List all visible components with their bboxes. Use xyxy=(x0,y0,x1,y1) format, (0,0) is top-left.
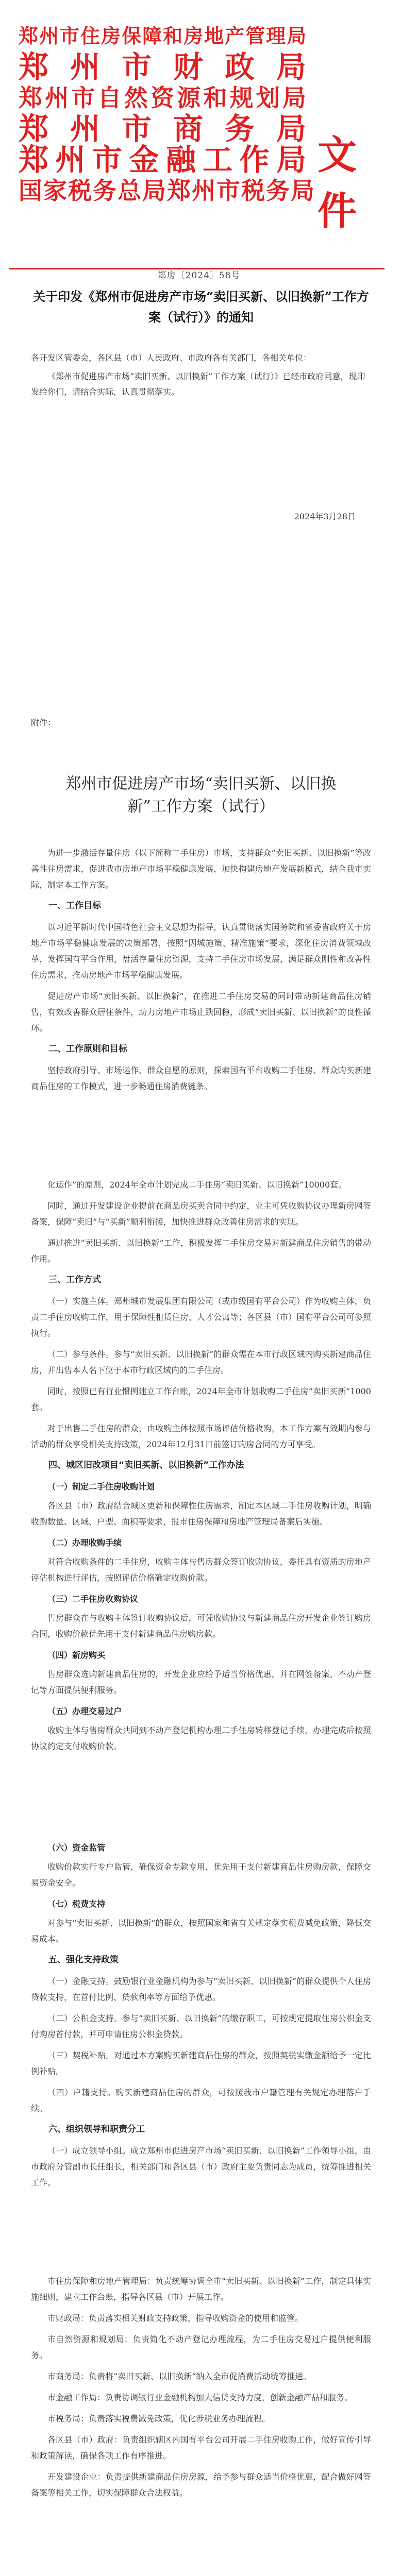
issuer-char: 规 xyxy=(229,84,255,112)
issuer-char: 局 xyxy=(282,84,307,112)
issuer-char: 商 xyxy=(173,111,204,146)
subsection-heading: （七）税费支持 xyxy=(47,1899,106,1909)
paragraph: 市自然资源和规划局：负责简化不动产登记办理流程，为二手住房交易过户提供便利服务。 xyxy=(31,2334,371,2360)
page-gap xyxy=(31,1759,371,1837)
red-header xyxy=(19,21,379,281)
issuer-char: 管 xyxy=(245,24,266,47)
issuer-char: 住 xyxy=(80,24,102,47)
subsection-heading: （五）办理交易过户 xyxy=(47,1706,122,1716)
paragraph: 收购主体与售房群众共同到不动产登记机构办理二手住房转移登记手续，办理完成后按照协议约定支付收购价款。 xyxy=(31,1725,371,1751)
paragraph: （一）成立领导小组。成立郑州市促进房产市场“卖旧买新、以旧换新”工作领导小组，由市政府分管副市长任组长，相关部门和各区县（市）政府主要负责同志为成员，统筹推进相关工作。 xyxy=(31,2146,371,2188)
issuer-char: 和 xyxy=(163,24,184,47)
issuer-char: 融 xyxy=(165,142,197,177)
document-mark: 文件 xyxy=(318,132,359,234)
paragraph: （四）户籍支持。购买新建商品住房的群众，可按照我市户籍管理有关规定办理落户手续。 xyxy=(31,2088,371,2113)
issuer-char: 财 xyxy=(173,49,204,84)
issuer-char: 市 xyxy=(60,24,81,47)
paragraph: 各区县（市）政府：负责组织辖区内国有平台公司开展二手住房收购工作，做好宣传引导和政策解读，确保各项工作有序推进。 xyxy=(31,2435,371,2461)
issuer-char: 总 xyxy=(118,177,142,205)
section-heading: 一、工作目标 xyxy=(48,901,101,911)
issuer-line xyxy=(19,175,315,206)
subsection-heading: （四）新房购买 xyxy=(47,1650,106,1660)
issuer-char: 局 xyxy=(276,142,307,177)
issuer-char: 局 xyxy=(142,177,167,205)
paragraph: 对参与“卖旧买新、以旧换新”的群众，按照国家和省有关规定落实税费减免政策，降低交易成本。 xyxy=(31,1918,371,1944)
issuer-char: 家 xyxy=(43,177,68,205)
issuer-char: 州 xyxy=(39,24,60,47)
red-divider xyxy=(9,268,385,269)
issuer-char: 郑 xyxy=(19,111,50,146)
paragraph: 市财政局：负责落实相关财政支持政策，指导收购资金的使用和监管。 xyxy=(47,2313,304,2323)
issuer-char: 局 xyxy=(287,24,308,47)
notice-recipients: 各开发区管委会，各区县（市）人民政府、市政府各有关部门，各相关单位： xyxy=(31,353,312,363)
issuer-char: 理 xyxy=(266,24,287,47)
notice-text: 《郑州市促进房产市场“卖旧买新、以旧换新”工作方案（试行）》已经市政府同意，现印发给你们，请结合实际，认真贯彻落实。 xyxy=(31,371,365,397)
paragraph: 各区县（市）政府结合城区更新和保障性住房需求，制定本区域二手住房收购计划，明确收购数量、区域、户型、面积等要求，报市住房保障和房地产管理局备案后实施。 xyxy=(31,1501,371,1527)
paragraph: 同时，按照已有行业惯例建立工作台账，2024年全市计划收购二手住房“卖旧买新”1000套。 xyxy=(31,1386,371,1412)
section-heading: 三、工作方式 xyxy=(48,1275,101,1285)
issuer-char: 郑 xyxy=(19,49,50,84)
issuer-char: 国 xyxy=(19,177,43,205)
paragraph: （三）契税补贴。对通过本方案购买新建商品住房的群众，按照契税实缴金额给予一定比例补贴。 xyxy=(31,2050,371,2076)
document-number: 郑房〔2024〕58号 xyxy=(157,270,241,281)
issuer-char: 划 xyxy=(256,84,281,112)
issuer-char: 源 xyxy=(177,84,202,112)
paragraph: 售房群众选购新建商品住房的，开发企业应给予适当价格优惠，并在网签备案、不动产登记等方面提供便利服务。 xyxy=(31,1669,371,1695)
issuer-char: 市 xyxy=(216,177,241,205)
issuer-char: 资 xyxy=(150,84,175,112)
issuer-char: 保 xyxy=(122,24,143,47)
paragraph: （一）实施主体。郑州城市发展集团有限公司（或市级国有平台公司）作为收购主体，负责二手住房收购工作，用于保障性租赁住房、人才公寓等；各区县（市）国有平台公司可参照执行。 xyxy=(31,1296,371,1338)
issuer-char: 工 xyxy=(203,142,234,177)
section-heading: 五、强化支持政策 xyxy=(48,1955,119,1965)
page-gap xyxy=(31,2196,371,2273)
issuer-line xyxy=(19,113,307,144)
issuer-char: 州 xyxy=(70,49,101,84)
plan-title: 郑州市促进房产市场“卖旧买新、以旧换新”工作方案（试行） xyxy=(65,775,337,816)
paragraph: 市金融工作局：负责协调银行业金融机构加大信贷支持力度，创新金融产品和服务。 xyxy=(47,2393,353,2402)
subsection-heading: （一）制定二手住房收购计划 xyxy=(47,1482,155,1492)
section-heading: 六、组织领导和职责分工 xyxy=(48,2124,145,2134)
subsection-heading: （二）办理收购手续 xyxy=(47,1538,122,1548)
paragraph: 市住房保障和房地产管理局：负责统筹协调全市“卖旧买新、以旧换新”工作，制定具体实施细则，建立工作台账，指导各区县（市）开展工作。 xyxy=(31,2276,371,2302)
paragraph: （二）参与条件。参与“卖旧买新、以旧换新”的群众需在本市行政区域内购买新建商品住房，并出售本人名下位于本市行政区域内的二手住房。 xyxy=(31,1349,371,1375)
issuer-char: 郑 xyxy=(19,24,40,47)
issuer-char: 市 xyxy=(92,142,123,177)
issuer-char: 和 xyxy=(203,84,228,112)
paragraph: 售房群众在与收购主体签订收购协议后，可凭收购协议与新建商品住房开发企业签订购房合同，收购价款优先用于支付新建商品住房购房款。 xyxy=(31,1613,371,1639)
issuer-char: 局 xyxy=(276,111,307,146)
issuer-char: 务 xyxy=(93,177,118,205)
subsection-heading: （三）二手住房收购协议 xyxy=(47,1594,139,1604)
issuer-char: 州 xyxy=(70,111,101,146)
notice-date: 2024年3月28日 xyxy=(294,512,356,521)
paragraph: 化运作”的原则，2024年全市计划完成二手住房“卖旧买新、以旧换新”10000套。 xyxy=(47,1180,347,1190)
issuer-char: 地 xyxy=(204,24,225,47)
paragraph: 通过推进“卖旧买新、以旧换新”工作，积极发挥二手住房交易对新建商品住房销售的带动作用。 xyxy=(31,1238,371,1264)
paragraph: （二）公积金支持。参与“卖旧买新、以旧换新”的缴存职工，可按规定提取住房公积金支付购房首付款，并可申请住房公积金贷款。 xyxy=(31,2013,371,2039)
issuer-char: 产 xyxy=(225,24,246,47)
notice-body xyxy=(31,350,371,403)
plan-intro: 为进一步激活存量住房（以下简称二手住房）市场，支持群众“卖旧买新、以旧换新”等改善性住房需求，促进我市房地产市场平稳健康发展，加快构建房地产发展新模式，结合我市实际，制定本工作方案。 xyxy=(31,848,371,890)
paragraph: 对符合收购条件的二手住房，收购主体与售房群众签订收购协议，委托具有资质的房地产评估机构进行评估，按照评估价格确定收购价款。 xyxy=(31,1557,371,1583)
paragraph: 同时，通过开发建设企业提前在商品房买卖合同中约定，业主可凭收购协议办理新房网签备案，保障“卖旧”与“买新”顺利衔接，加快推进群众改善住房需求的实现。 xyxy=(31,1201,371,1227)
issuer-char: 房 xyxy=(101,24,122,47)
notice-title: 关于印发《郑州市促进房产市场“卖旧买新、以旧换新”工作方案（试行）》的通知 xyxy=(33,289,369,325)
issuer-char: 州 xyxy=(45,84,70,112)
issuer-char: 州 xyxy=(55,142,87,177)
issuer-char: 税 xyxy=(241,177,266,205)
attachment-label: 附件： xyxy=(31,718,56,727)
subsection-heading: （六）资金监管 xyxy=(47,1843,106,1853)
paragraph: 促进房产市场“卖旧买新、以旧换新”，在推进二手住房交易的同时带动新建商品住房销售，有效改善群众居住条件，助力房地产市场止跌回稳，形成“卖旧买新、以旧换新”的良性循环。 xyxy=(31,991,371,1033)
issuer-line xyxy=(19,49,307,84)
section-heading: 四、城区旧改项目“卖旧买新、以旧换新”工作办法 xyxy=(48,1460,244,1470)
issuer-block xyxy=(19,21,315,206)
paragraph: 以习近平新时代中国特色社会主义思想为指导，认真贯彻落实国务院和省委省政府关于房地产市场平稳健康发展的决策部署，按照“因城施策、精准施策”要求，深化住房消费领域改革，发挥国有平台作用，盘活存量住房资源，支持二手住房市场发展，满足群众刚性和改善性住房需求，推动房地产市场平稳健康发展。 xyxy=(31,922,371,980)
section-heading: 二、工作原则和目标 xyxy=(48,1044,127,1054)
issuer-char: 自 xyxy=(97,84,123,112)
issuer-char: 郑 xyxy=(167,177,192,205)
issuer-char: 局 xyxy=(291,177,315,205)
issuer-char: 市 xyxy=(71,84,96,112)
paragraph: 开发建设企业：负责提供新建商品住房房源，给予参与群众适当价格优惠，配合做好网签备案等相关工作，切实保障群众合法权益。 xyxy=(31,2472,371,2498)
paragraph: （一）金融支持。鼓励银行业金融机构为参与“卖旧买新、以旧换新”的群众提供个人住房贷款支持，在首付比例、贷款利率等方面给予优惠。 xyxy=(31,1976,371,2002)
issuer-line xyxy=(19,82,307,113)
issuer-char: 务 xyxy=(224,111,256,146)
paragraph: 市商务局：负责将“卖旧买新、以旧换新”纳入全市促消费活动统筹推进。 xyxy=(47,2371,312,2381)
issuer-line xyxy=(19,144,307,175)
issuer-char: 税 xyxy=(68,177,93,205)
plan-body xyxy=(31,845,371,2506)
issuer-char: 政 xyxy=(224,49,256,84)
page-gap xyxy=(31,1099,371,1177)
issuer-char: 州 xyxy=(192,177,216,205)
issuer-char: 市 xyxy=(121,111,153,146)
issuer-line xyxy=(19,21,307,52)
issuer-char: 障 xyxy=(142,24,163,47)
issuer-char: 房 xyxy=(183,24,205,47)
issuer-char: 郑 xyxy=(19,142,50,177)
issuer-char: 局 xyxy=(276,49,307,84)
paragraph: 对于出售二手住房的群众，由收购主体按照市场评估价格收购，本工作方案有效期内参与活动的群众享受相关支持政策，2024年12月31日前签订购房合同的方可享受。 xyxy=(31,1423,371,1449)
issuer-char: 务 xyxy=(266,177,291,205)
issuer-char: 市 xyxy=(121,49,153,84)
issuer-char: 金 xyxy=(129,142,160,177)
issuer-char: 然 xyxy=(124,84,149,112)
issuer-char: 郑 xyxy=(19,84,43,112)
issuer-char: 作 xyxy=(239,142,271,177)
paragraph: 坚持政府引导、市场运作、群众自愿的原则，探索国有平台收购二手住房、群众购买新建商品住房的工作模式，进一步畅通住房消费链条。 xyxy=(31,1065,371,1091)
paragraph: 收购价款实行专户监管，确保资金专款专用，优先用于支付新建商品住房购房款，保障交易资金安全。 xyxy=(31,1862,371,1888)
paragraph: 市税务局：负责落实税费减免政策，优化涉税业务办理流程。 xyxy=(47,2414,271,2424)
